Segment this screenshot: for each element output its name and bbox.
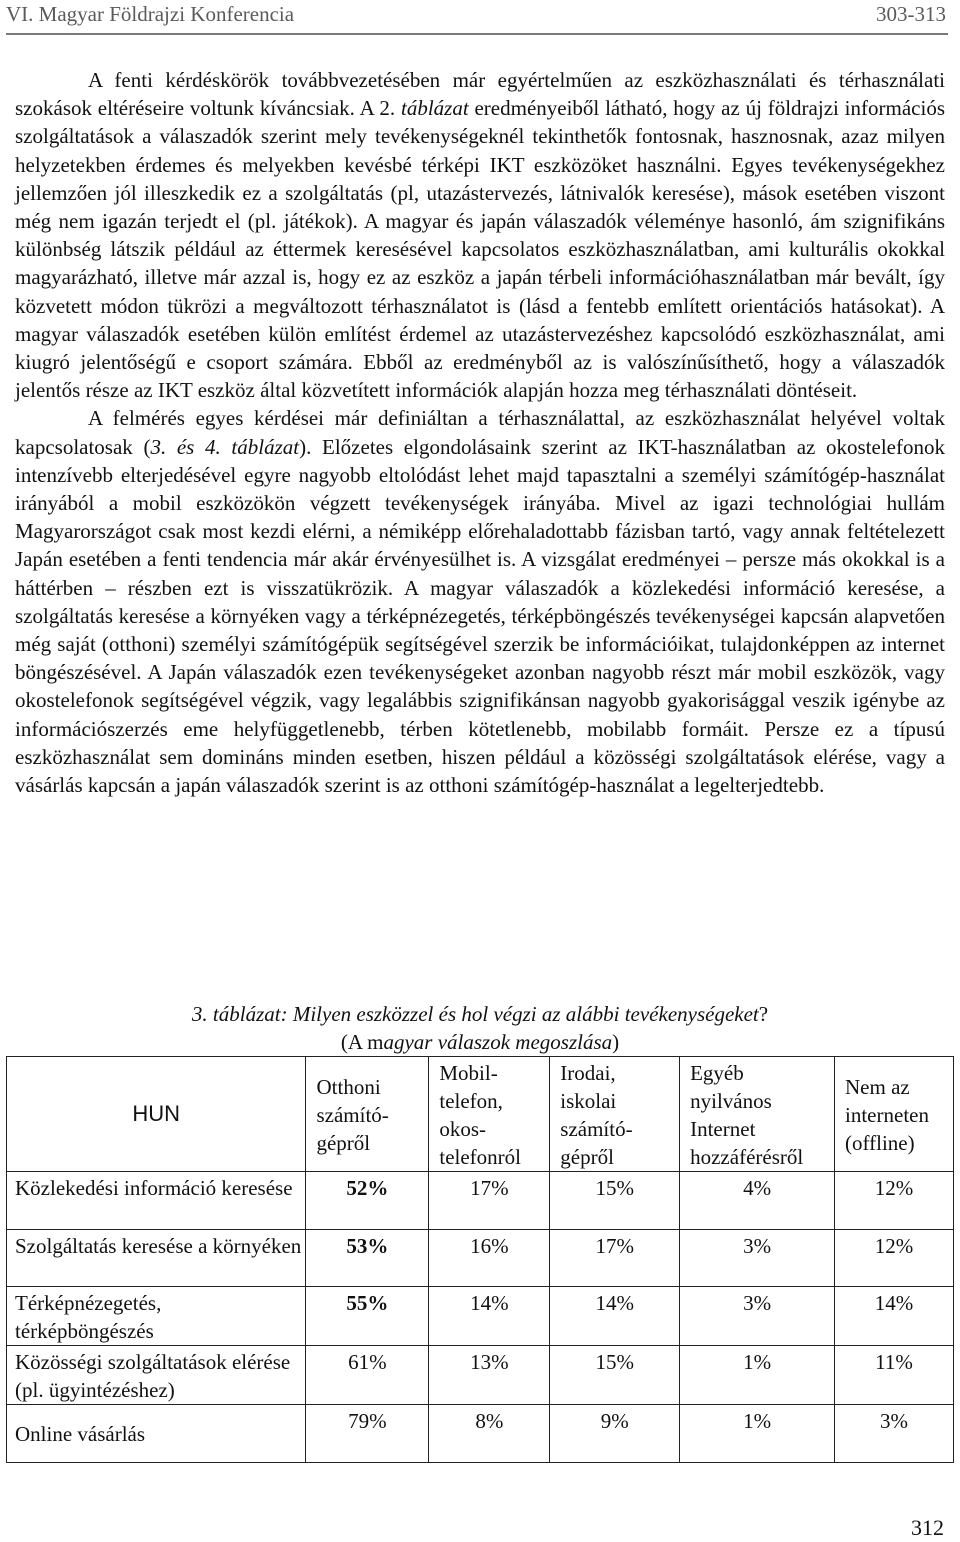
table-cell: 53%	[306, 1229, 429, 1287]
table-cell: 9%	[550, 1405, 680, 1463]
page-range: 303-313	[876, 2, 946, 26]
table-row	[7, 1229, 954, 1287]
table-caption	[0, 1000, 960, 1056]
text-run: ). Előzetes elgondolásaink szerint az IKT-használatban az okostelefonok intenzívebb elterjedésével egyre nagyobb eltolódást lehet majd tapasztalni a személyi számítógép-használat irányából a mobil eszközökön végzett tevékenységek irányába. Mivel az igazi technológiai hullám Magyarországot csak most kezdi elérni, a némiképp előrehaladottabb fázisban tartó, vagy annak feltételezett Japán esetében a fenti tendencia már akár érvényesülhet is. A vizsgálat eredményei – persze más okokkal is a háttérben – részben ezt is visszatükrözik. A magyar válaszadók a közlekedési információ keresése, a szolgáltatás keresése a környéken vagy a térképnézegetés, térképböngészés tevékenységei kapcsán alapvetően még saját (otthoni) személyi számítógépük segítségével szerzik be információikat, tulajdonképpen az internet böngészésével. A Japán válaszadók ezen tevékenységeket azonban nagyobb részt már mobil eszközök, vagy okostelefonok segítségével végzik, vagy legalábbis szignifikánsan nagyobb gyakorisággal veszik igénybe az információszerzés eme helyfüggetlenebb, térben kötetlenebb, mobilabb formáit. Persze ez a típusú eszközhasználat sem domináns minden esetben, hiszen például a közösségi szolgáltatások elérése, vagy a vásárlás kapcsán a japán válaszadók szerint is az otthoni számítógép-használat a legelterjedtebb.	[15, 434, 945, 798]
table-cell: 11%	[835, 1346, 954, 1405]
table-row	[7, 1287, 954, 1346]
table-cell: 16%	[429, 1229, 550, 1287]
paragraph-1	[15, 66, 945, 404]
row-label: Térképnézegetés, térképböngészés	[7, 1287, 306, 1346]
table-cell: 14%	[835, 1287, 954, 1346]
table-cell: 4%	[680, 1172, 835, 1230]
table-cell: 17%	[429, 1172, 550, 1230]
table-cell: 17%	[550, 1229, 680, 1287]
caption-title: 3. táblázat: Milyen eszközzel és hol végzi az alábbi tevékenységeket?	[191, 1002, 769, 1026]
corner-cell: HUN	[7, 1057, 306, 1172]
caption-subtitle: (A magyar válaszok megoszlása)	[340, 1030, 620, 1054]
table-cell: 79%	[306, 1405, 429, 1463]
text-run: A fenti kérdéskörök továbbvezetésében már egyértelműen az eszközhasználati és térhasználati szokások eltéréseire voltunk kíváncsiak. A 2.	[15, 68, 945, 121]
table-cell: 15%	[550, 1172, 680, 1230]
column-header: Nem az interneten (offline)	[835, 1057, 954, 1172]
table-cell: 15%	[550, 1346, 680, 1405]
table-cell: 1%	[680, 1346, 835, 1405]
table-header-row	[7, 1057, 954, 1172]
page-number: 312	[911, 1515, 944, 1540]
row-label: Szolgáltatás keresése a környéken	[7, 1229, 306, 1287]
table-row	[7, 1405, 954, 1463]
table-cell: 52%	[306, 1172, 429, 1230]
table-cell: 14%	[429, 1287, 550, 1346]
italic-run: 3. és 4. táblázat	[150, 434, 300, 459]
table-cell: 3%	[835, 1405, 954, 1463]
column-header: Mobil-telefon, okos-telefonról	[429, 1057, 550, 1172]
table-cell: 3%	[680, 1287, 835, 1346]
table-cell: 12%	[835, 1229, 954, 1287]
table-cell: 61%	[306, 1346, 429, 1405]
table-row	[7, 1346, 954, 1405]
column-header: Egyéb nyilvános Internet hozzáférésről	[680, 1057, 835, 1172]
table-cell: 3%	[680, 1229, 835, 1287]
row-label: Közlekedési információ keresése	[7, 1172, 306, 1230]
table-cell: 12%	[835, 1172, 954, 1230]
table-cell: 8%	[429, 1405, 550, 1463]
table-cell: 55%	[306, 1287, 429, 1346]
row-label: Online vásárlás	[7, 1405, 306, 1463]
paragraph-2	[15, 404, 945, 799]
table-cell: 13%	[429, 1346, 550, 1405]
text-run: A felmérés egyes kérdései már definiáltan a térhasználattal, az eszközhasználat helyével voltak kapcsolatosak (	[15, 406, 945, 459]
header-rule	[6, 33, 948, 35]
running-header	[0, 0, 960, 28]
column-header: Otthoni számító-gépről	[306, 1057, 429, 1172]
conference-title: VI. Magyar Földrajzi Konferencia	[6, 2, 295, 26]
text-run: eredményeiből látható, hogy az új földrajzi információs szolgáltatások a válaszadók szerint mely tevékenységeknél tekinthetők fontosnak, hasznosnak, azaz milyen helyzetekben érdemes és melyekben kevésbé térképi IKT eszközöket használni. Egyes tevékenységekhez jellemzően jól illeszkedik ez a szolgáltatás (pl, utazástervezés, látnivalók keresése), mások esetében viszont még nem igazán terjedt el (pl. játékok). A magyar és japán válaszadók véleménye hasonló, ám szignifikáns különbség látszik például az éttermek keresésével kapcsolatos eszközhasználatban, ami kulturális okokkal magyarázható, illetve már azzal is, hogy ez az eszköz a japán térbeli információhasználatban már bevált, így közvetett módon tükrözi a megváltozott térhasználatot is (lásd a fentebb említett orientációs hatásokat). A magyar válaszadók esetében külön említést érdemel az utazástervezéshez kapcsolódó eszközhasználat, ami kiugró jelentőségű e csoport számára. Ebből az eredményből az is valószínűsíthető, hogy a válaszadók jelentős része az IKT eszköz által közvetített információk alapján hozza meg térhasználati döntéseit.	[15, 96, 945, 403]
table-cell: 14%	[550, 1287, 680, 1346]
body-text	[15, 66, 945, 799]
column-header: Irodai, iskolai számító-gépről	[550, 1057, 680, 1172]
table-row	[7, 1172, 954, 1230]
table-cell: 1%	[680, 1405, 835, 1463]
italic-run: táblázat	[400, 96, 469, 121]
row-label: Közösségi szolgáltatások elérése (pl. ügyintézéshez)	[7, 1346, 306, 1405]
data-table	[6, 1056, 954, 1463]
